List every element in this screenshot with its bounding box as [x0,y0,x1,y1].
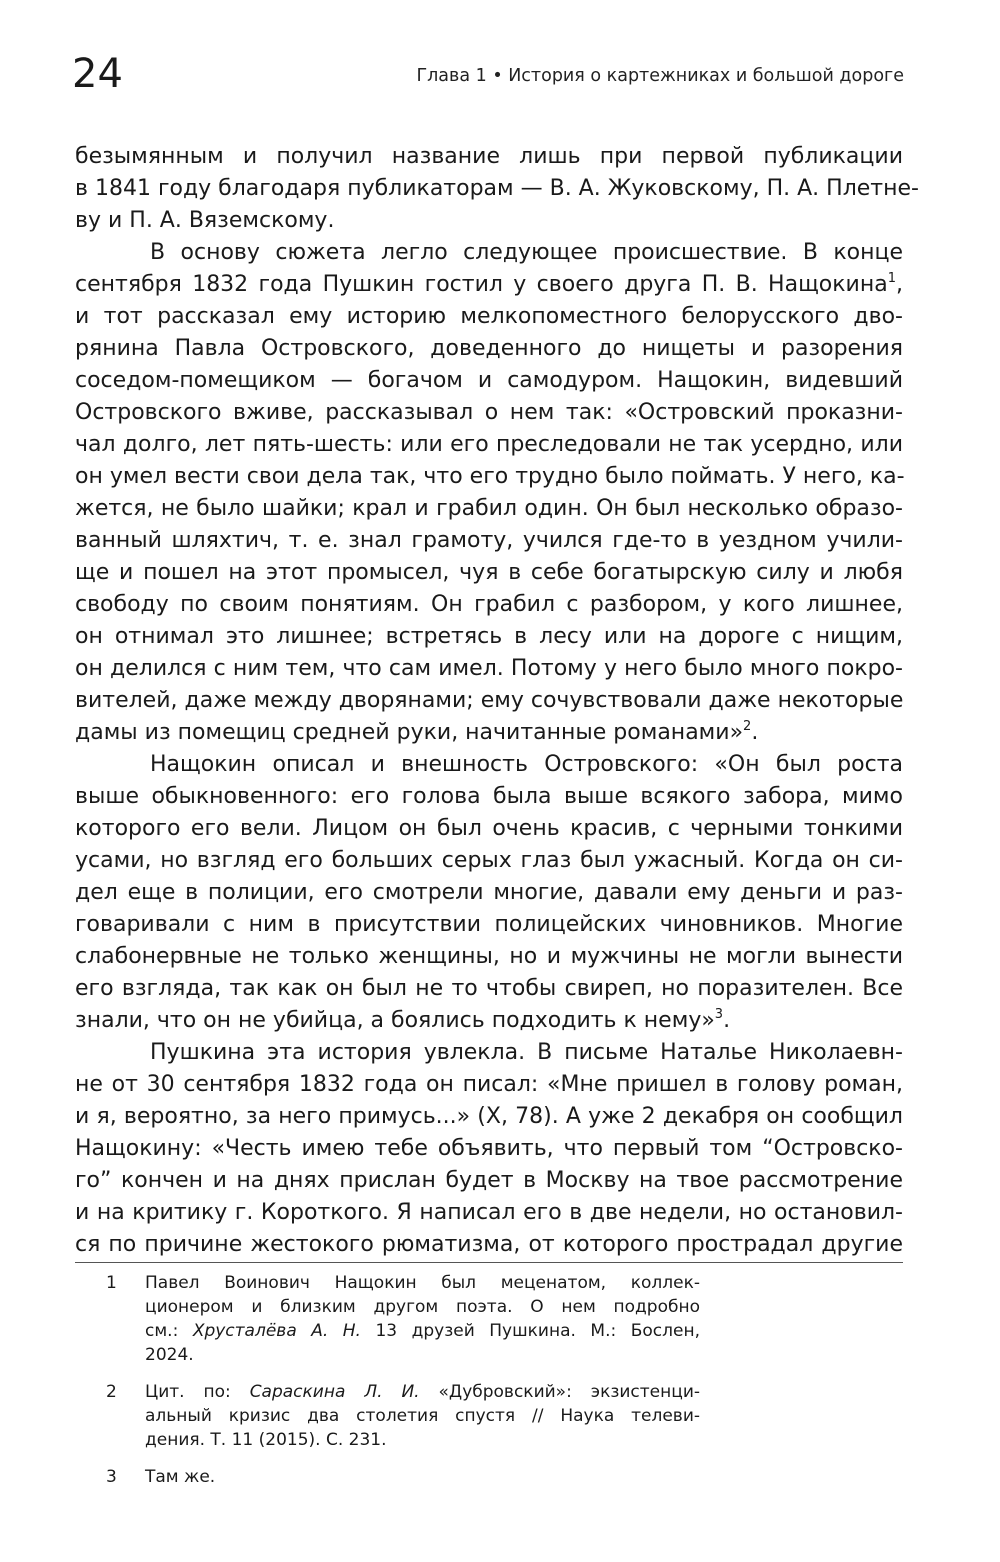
footnote-line: ционером и близким другом поэта. О нем подробно [145,1297,700,1317]
footnote-line: 2024. [145,1345,194,1365]
footnote-number: 1 [106,1273,117,1293]
body-text [75,141,919,1261]
text-segment: знали, что он не убийца, а боялись подходить к нему» [75,1008,715,1033]
footnote-line [145,1380,700,1404]
footnote-number: 2 [106,1382,117,1402]
footnote-line: дения. Т. 11 (2015). С. 231. [145,1430,387,1450]
text-line [75,1005,903,1037]
author-name: Хрусталёва А. Н. [192,1321,361,1341]
text-segment: см.: [145,1321,193,1341]
text-line: чал долго, лет пять-шесть: или его преследовали не так усердно, или [75,432,903,457]
text-line: выше обыкновенного: его голова была выше всякого забора, мимо [75,784,903,809]
author-name: Сараскина Л. И. [249,1382,420,1402]
text-line: говаривали с ним в присутствии полицейских чиновников. Многие [75,912,903,937]
text-line: Нащокину: «Честь имею тебе объявить, что первый том “Островско- [75,1136,903,1161]
text-line: соседом-помещиком — богачом и самодуром. Нащокин, видевший [75,368,903,393]
footnote-number: 3 [106,1467,117,1487]
text-line: дел еще в полиции, его смотрели многие, давали ему деньги и раз- [75,880,903,905]
text-segment: дамы из помещиц средней руки, начитанные романами» [75,720,744,745]
footnotes [100,1271,700,1502]
text-line: не от 30 сентября 1832 года он писал: «Мне пришел в голову роман, [75,1072,903,1097]
footnote-ref-1[interactable]: 1 [887,271,896,286]
punctuation: . [751,720,759,745]
text-line: рянина Павла Островского, доведенного до нищеты и разорения [75,336,903,361]
footnote-3 [100,1465,700,1489]
page-number: 24 [72,51,123,97]
footnote-1 [100,1271,700,1367]
footnote-ref-3[interactable]: 3 [714,1007,724,1022]
footnote-2 [100,1380,700,1452]
text-line: его взгляда, так как он был не то чтобы свиреп, но поразителен. Все [75,976,903,1001]
text-segment: 13 друзей Пушкина. М.: Бослен, [360,1321,700,1341]
text-line: слабонервные не только женщины, но и мужчины не могли вынести [75,944,903,969]
text-line: и я, вероятно, за него примусь...» (X, 78). А уже 2 декабря он сообщил [75,1104,903,1129]
text-segment: Цит. по: [145,1382,250,1402]
text-line: жется, не было шайки; крал и грабил один. Он был несколько образо- [75,496,903,521]
text-line: он отнимал это лишнее; встретясь в лесу или на дороге с нищим, [75,624,903,649]
running-head: Глава 1 • История о картежниках и большой дороге [416,66,904,86]
text-line: ще и пошел на этот промысел, чуя в себе богатырскую силу и любя [75,560,903,585]
text-line: безымянным и получил название лишь при первой публикации [75,144,903,169]
text-line: он умел вести свои дела так, что его трудно было поймать. У него, ка- [75,464,905,489]
punctuation: , [896,272,903,297]
text-segment: «Дубровский»: экзистенци- [419,1382,700,1402]
text-line: ву и П. А. Вяземскому. [75,208,335,233]
text-line: В основу сюжета легло следующее происшествие. В конце [150,240,903,265]
text-line: ся по причине жестокого рюматизма, от которого прострадал другие [75,1232,903,1257]
text-line: свободу по своим понятиям. Он грабил с разбором, у кого лишнее, [75,592,903,617]
text-line: Нащокин описал и внешность Островского: «Он был роста [150,752,903,777]
footnote-line: Там же. [145,1467,216,1487]
text-line: в 1841 году благодаря публикаторам — В. А. Жуковскому, П. А. Плетне- [75,176,919,201]
text-line: и тот рассказал ему историю мелкопоместного белорусского дво- [75,304,903,329]
text-line: он делился с ним тем, что сам имел. Потому у него было много покро- [75,656,903,681]
footnote-line: Павел Воинович Нащокин был меценатом, коллек- [145,1273,700,1293]
punctuation: . [723,1008,731,1033]
footnote-ref-2[interactable]: 2 [743,719,752,734]
text-line: вителей, даже между дворянами; ему сочувствовали даже некоторые [75,688,904,713]
text-segment: сентября 1832 года Пушкин гостил у своего друга П. В. Нащокина [75,272,888,297]
text-line: Островского вживе, рассказывал о нем так: «Островский проказни- [75,400,903,425]
footnote-separator [75,1262,903,1263]
text-line: ванный шляхтич, т. е. знал грамоту, учился где-то в уездном учили- [75,528,903,553]
text-line: го” кончен и на днях прислан будет в Москву на твое рассмотрение [75,1168,903,1193]
text-line: Пушкина эта история увлекла. В письме Наталье Николаевн- [150,1040,903,1065]
text-line: которого его вели. Лицом он был очень красив, с черными тонкими [75,816,903,841]
text-line [75,717,903,749]
footnote-line [145,1319,700,1343]
text-line: и на критику г. Короткого. Я написал его в две недели, но остановил- [75,1200,903,1225]
text-line: усами, но взгляд его больших серых глаз был ужасный. Когда он си- [75,848,903,873]
text-line [75,269,903,301]
footnote-line: альный кризис два столетия спустя // Наука телеви- [145,1406,700,1426]
